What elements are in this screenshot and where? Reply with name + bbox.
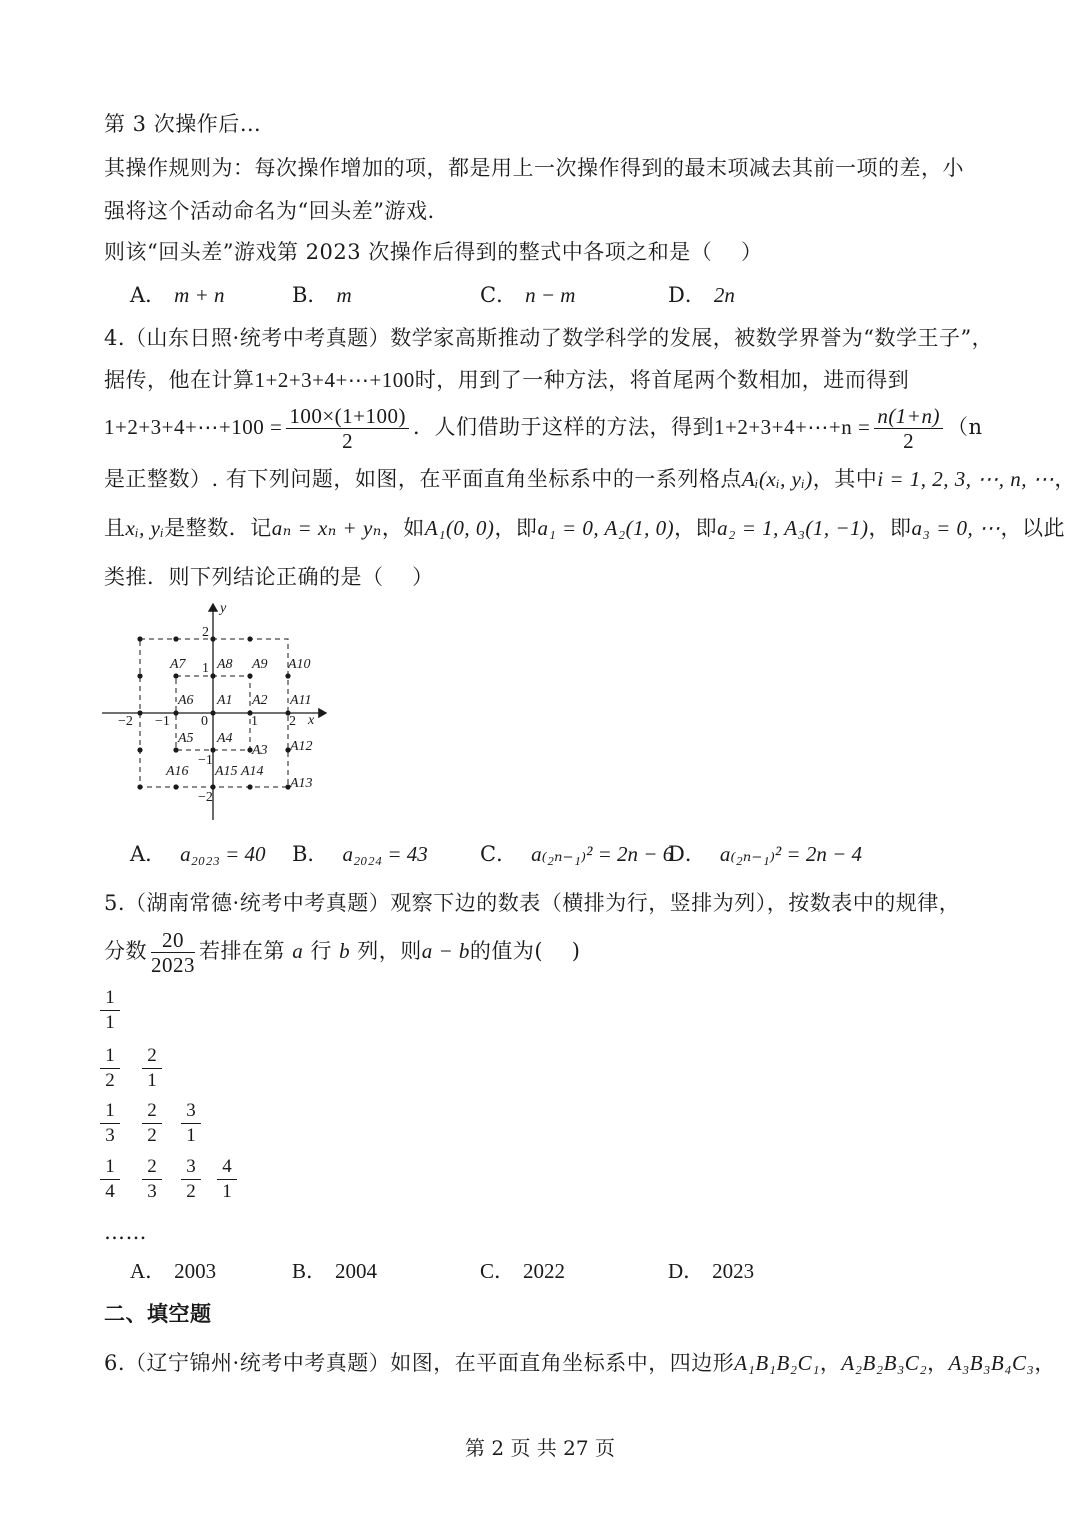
x-tick-label: −2 <box>118 714 133 729</box>
q3-rule-line2: 强将这个活动命名为“回头差”游戏. <box>104 199 435 223</box>
general-sum-fraction: $\frac{n(1+n)}{2}$ <box>874 404 943 453</box>
table-cell: $\frac{1}{3}$ <box>100 1099 120 1148</box>
q5-option-d[interactable]: D． 2023 <box>668 1259 755 1283</box>
q5-heading: 5.（湖南常德·统考中考真题）观察下边的数表（横排为行，竖排为列），按数表中的规律， <box>104 891 961 915</box>
x-tick-label: −1 <box>155 714 170 729</box>
q4-line3: 1+2+3+4+⋯+100 = $\frac{100\times(1+100)}{2}$ ．人们借助于这样的方法，得到1+2+3+4+⋯+n = $\frac{n(1+n)}{2}$ （n <box>104 404 983 453</box>
q3-step-text: 第 3 次操作后… <box>104 112 262 136</box>
table-cell: $\frac{2}{1}$ <box>142 1044 162 1093</box>
target-fraction: $\frac{20}{2023}$ <box>151 928 195 977</box>
gauss-sum-lhs: 1+2+3+4+⋯+100 = <box>104 415 283 439</box>
q3-option-a[interactable]: A． m + n <box>130 283 225 307</box>
table-cell: $\frac{2}{3}$ <box>142 1155 162 1204</box>
point-label-a1: A1 <box>217 693 233 708</box>
point-label-a12: A12 <box>290 739 313 754</box>
x-tick-label: 1 <box>251 714 258 729</box>
y-tick-label: −1 <box>198 753 213 768</box>
q3-option-b[interactable]: B． m <box>292 283 352 307</box>
q3-rule-line1: 其操作规则为：每次操作增加的项，都是用上一次操作得到的最末项减去其前一项的差，小 <box>104 156 964 180</box>
point-label-a7: A7 <box>170 657 186 672</box>
page-footer: 第 2 页 共 27 页 <box>465 1436 615 1460</box>
section-heading: 二、填空题 <box>104 1301 212 1326</box>
point-label-a10: A10 <box>288 657 311 672</box>
q4-line5: 且xᵢ, yᵢ是整数．记aₙ = xₙ + yₙ，如A₁(0, 0)，即a₁ = 0, A₂(1, 0)，即a₂ = 1, A₃(1, −1)，即a₃ = 0, ⋯，以此 <box>104 516 1066 540</box>
q4-line2: 据传，他在计算1+2+3+4+⋯+100时，用到了一种方法，将首尾两个数相加，进而得到 <box>104 368 910 392</box>
q5-line2: 分数 $\frac{20}{2023}$ 若排在第 a 行 b 列，则a − b的值为( ) <box>104 928 581 977</box>
point-label-a3: A3 <box>252 743 268 758</box>
q5-option-a[interactable]: A． 2003 <box>130 1259 217 1283</box>
q4-heading: 4.（山东日照·统考中考真题）数学家高斯推动了数学科学的发展，被数学界誉为“数学王子”， <box>104 326 994 350</box>
point-label-a2: A2 <box>252 693 268 708</box>
y-axis-label: y <box>220 601 227 616</box>
q4-option-d[interactable]: D． a₍₂ₙ₋₁₎² = 2n − 4 <box>668 842 862 866</box>
q4-option-b[interactable]: B． a₂₀₂₄ = 43 <box>292 842 428 866</box>
point-label-a9: A9 <box>252 657 268 672</box>
q5-option-b[interactable]: B． 2004 <box>292 1259 378 1283</box>
q3-option-c[interactable]: C． n − m <box>480 283 576 307</box>
y-tick-label: −2 <box>198 790 213 805</box>
q3-question: 则该“回头差”游戏第 2023 次操作后得到的整式中各项之和是（ ） <box>104 240 763 264</box>
lattice-figure <box>98 598 338 828</box>
y-tick-label: 2 <box>202 625 209 640</box>
table-ellipsis: …… <box>104 1220 147 1244</box>
y-tick-label: 1 <box>202 661 209 676</box>
point-label-a16: A16 <box>166 764 189 779</box>
table-cell: $\frac{3}{1}$ <box>181 1099 201 1148</box>
point-label-a6: A6 <box>178 693 194 708</box>
q6-heading: 6.（辽宁锦州·统考中考真题）如图，在平面直角坐标系中，四边形A₁B₁B₂C₁，A₂B₂B₃C₂，A₃B₃B₄C₃， <box>104 1351 1056 1375</box>
point-label-a13: A13 <box>290 776 313 791</box>
table-cell: $\frac{3}{2}$ <box>181 1155 201 1204</box>
table-cell: $\frac{1}{2}$ <box>100 1044 120 1093</box>
q4-option-a[interactable]: A． a₂₀₂₃ = 40 <box>130 842 266 866</box>
point-label-a4: A4 <box>217 731 233 746</box>
point-label-a8: A8 <box>217 657 233 672</box>
point-label-a15: A15 <box>215 764 238 779</box>
table-cell: $\frac{4}{1}$ <box>217 1155 237 1204</box>
point-label-a5: A5 <box>178 731 194 746</box>
q4-line4: 是正整数）. 有下列问题，如图，在平面直角坐标系中的一系列格点Aᵢ(xᵢ, yᵢ)，其中i = 1, 2, 3, ⋯, n, ⋯， <box>104 467 1076 491</box>
q3-option-d[interactable]: D． 2n <box>668 283 735 307</box>
table-cell: $\frac{1}{1}$ <box>100 986 120 1035</box>
q5-option-c[interactable]: C． 2022 <box>480 1259 566 1283</box>
q4-option-c[interactable]: C． a₍₂ₙ₋₁₎² = 2n − 6 <box>480 842 674 866</box>
x-tick-label: 2 <box>289 714 296 729</box>
point-label-a11: A11 <box>290 693 312 708</box>
x-axis-label: x <box>308 713 315 728</box>
table-cell: $\frac{2}{2}$ <box>142 1099 162 1148</box>
origin-label: 0 <box>201 714 208 729</box>
q4-line6: 类推．则下列结论正确的是（ ） <box>104 565 434 589</box>
point-label-a14: A14 <box>241 764 264 779</box>
table-cell: $\frac{1}{4}$ <box>100 1155 120 1204</box>
gauss-sum-fraction: $\frac{100\times(1+100)}{2}$ <box>286 404 409 453</box>
